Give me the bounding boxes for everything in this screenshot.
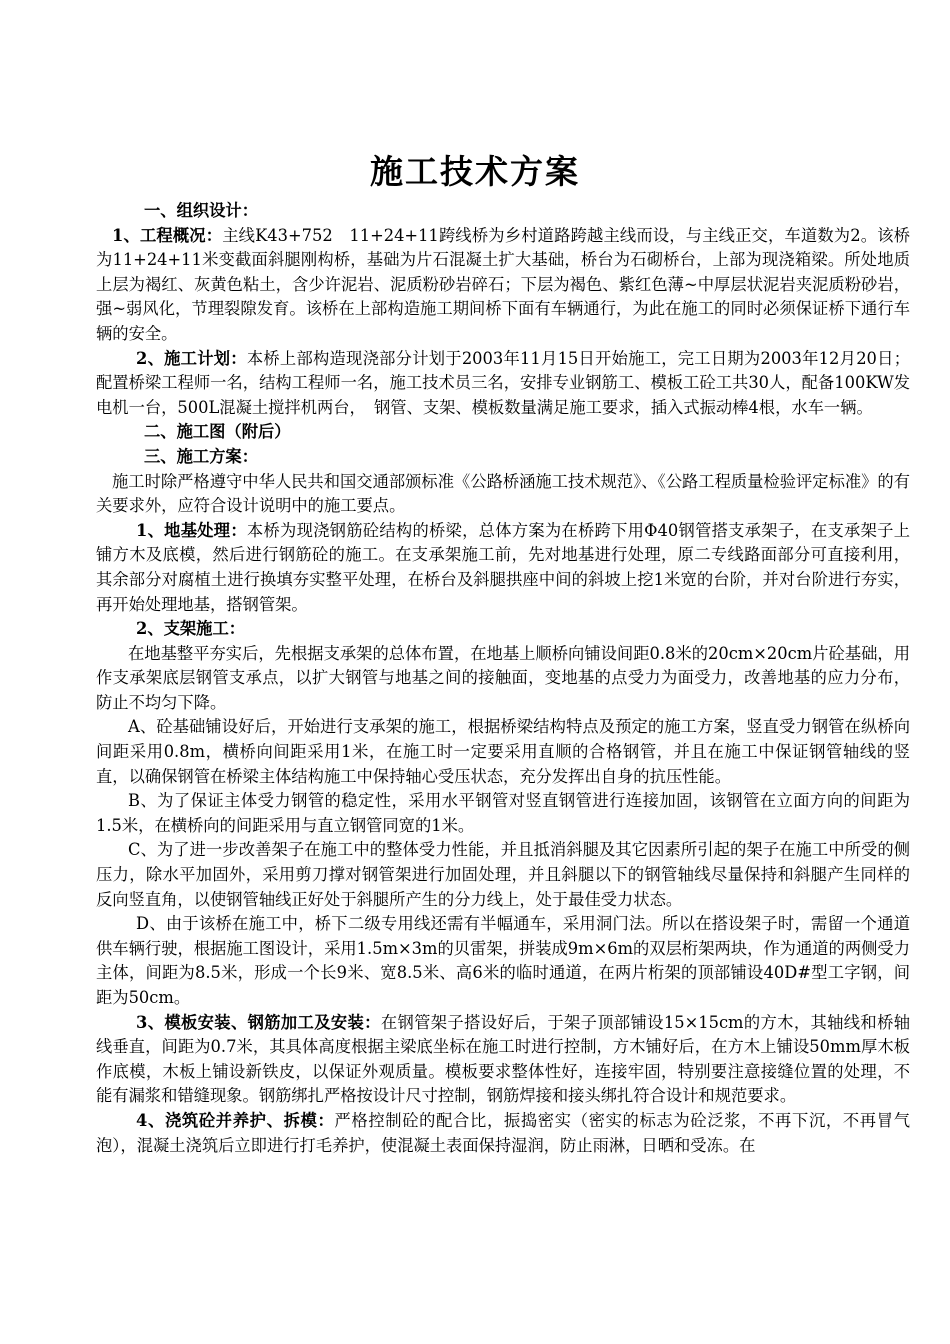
paragraph-text: 严格控制砼的配合比，振捣密实（密实的标志为砼泛浆，不再下沉，不再冒气泡），混凝土浇筑后立即进行打毛养护，使混凝土表面保持湿润，防止雨淋，日晒和受冻。在 — [96, 1110, 910, 1155]
paragraph-item-b: B、为了保证主体受力钢管的稳定性，采用水平钢管对竖直钢管进行连接加固，该钢管在立面方向的间距为1.5米，在横桥向的间距采用与直立钢管同宽的1米。 — [96, 791, 910, 835]
subheading-support-construction: 2、支架施工： — [136, 619, 246, 639]
paragraph-label: 1、工程概况： — [112, 225, 223, 245]
paragraph-label: 2、施工计划： — [136, 348, 247, 368]
paragraph-label: 1、地基处理： — [136, 520, 247, 540]
paragraph-item-d: D、由于该桥在施工中，桥下二级专用线还需有半幅通车，采用洞门法。所以在搭设架子时，需留一个通道供车辆行驶，根据施工图设计，采用1.5m×3m的贝雷架，拼装成9m×6m的双层桁架两块，作为通道的两侧受力主体，间距为8.5米，形成一个长9米、宽8.5米、高6米的临时通道，在两片桁架的顶部铺设40D#型工字钢，间距为50cm。 — [96, 914, 910, 1007]
paragraph-construction-plan — [96, 347, 910, 421]
paragraph-label: 4、浇筑砼并养护、拆模： — [136, 1110, 335, 1130]
section-heading-scheme: 三、施工方案： — [144, 446, 258, 466]
paragraph-text: 在钢管架子搭设好后，于架子顶部铺设15×15cm的方木，其轴线和桥轴线垂直，间距为0.7米，其具体高度根据主梁底坐标在施工时进行控制，方木铺好后，在方木上铺设50mm厚木板作底模，木板上铺设新铁皮，以保证外观质量。模板要求整体性好，连接牢固，特别要注意接缝位置的处理，不能有漏浆和错缝现象。钢筋绑扎严格按设计尺寸控制，钢筋焊接和接头绑扎符合设计和规范要求。 — [96, 1012, 910, 1106]
paragraph-ground-leveling: 在地基整平夯实后，先根据支承架的总体布置，在地基上顺桥向铺设间距0.8米的20cm×20cm片砼基础，用作支承架底层钢管支承点，以扩大钢管与地基之间的接触面，变地基的点受力为面受力，改善地基的应力分布，防止不均匀下降。 — [96, 643, 910, 712]
section-heading-drawings: 二、施工图（附后） — [144, 422, 291, 442]
paragraph-label: 3、模板安装、钢筋加工及安装： — [136, 1012, 381, 1032]
paragraph-text: 本桥上部构造现浇部分计划于2003年11月15日开始施工，完工日期为2003年12月20日；配置桥梁工程师一名，结构工程师一名，施工技术员三名，安排专业钢筋工、模板工砼工共30人，配备100KW发电机一台，500L混凝土搅拌机两台， 钢管、支架、模板数量满足施工要求，插入式振动棒4根，水车一辆。 — [96, 348, 910, 417]
paragraph-text: 本桥为现浇钢筋砼结构的桥梁，总体方案为在桥跨下用Φ40钢管搭支承架子，在支承架子上铺方木及底模，然后进行钢筋砼的施工。在支承架施工前，先对地基进行处理，原二专线路面部分可直接利用，其余部分对腐植土进行换填夯实整平处理，在桥台及斜腿拱座中间的斜坡上挖1米宽的台阶，并对台阶进行夯实，再开始处理地基，搭钢管架。 — [96, 520, 910, 614]
paragraph-item-a: A、砼基础铺设好后，开始进行支承架的施工，根据桥梁结构特点及预定的施工方案，竖直受力钢管在纵桥向间距采用0.8m，横桥向间距采用1米，在施工时一定要采用直顺的合格钢管，并且在施工中保证钢管轴线的竖直，以确保钢管在桥梁主体结构施工中保持轴心受压状态，充分发挥出自身的抗压性能。 — [96, 717, 910, 786]
paragraph-concrete-pouring — [96, 1109, 910, 1158]
paragraph-text: 主线K43+752 11+24+11跨线桥为乡村道路跨越主线而设，与主线正交，车道数为2。该桥为11+24+11米变截面斜腿刚构桥，基础为片石混凝土扩大基础，桥台为石砌桥台，上部为现浇箱梁。所处地质上层为褐红、灰黄色粘土，含少许泥岩、泥质粉砂岩碎石；下层为褐色、紫红色薄~中厚层状泥岩夹泥质粉砂岩，强~弱风化，节理裂隙发育。该桥在上部构造施工期间桥下面有车辆通行，为此在施工的同时必须保证桥下通行车辆的安全。 — [96, 225, 910, 343]
document-body — [96, 199, 910, 1158]
document-title: 施工技术方案 — [370, 152, 580, 191]
paragraph-project-overview — [96, 224, 910, 347]
paragraph-item-c: C、为了进一步改善架子在施工中的整体受力性能，并且抵消斜腿及其它因素所引起的架子在施工中所受的侧压力，除水平加固外，采用剪刀撑对钢管架进行加固处理，并且斜腿以下的钢管轴线尽量保持和斜腿产生同样的反向竖直角，以使钢管轴线正好处于斜腿所产生的分力线上，处于最佳受力状态。 — [96, 840, 910, 909]
paragraph-foundation — [96, 519, 910, 617]
section-heading-organization: 一、组织设计： — [144, 201, 258, 220]
paragraph-standards: 施工时除严格遵守中华人民共和国交通部颁标准《公路桥涵施工技术规范》、《公路工程质量检验评定标准》的有关要求外，应符合设计说明中的施工要点。 — [96, 471, 910, 516]
paragraph-formwork — [96, 1011, 910, 1109]
